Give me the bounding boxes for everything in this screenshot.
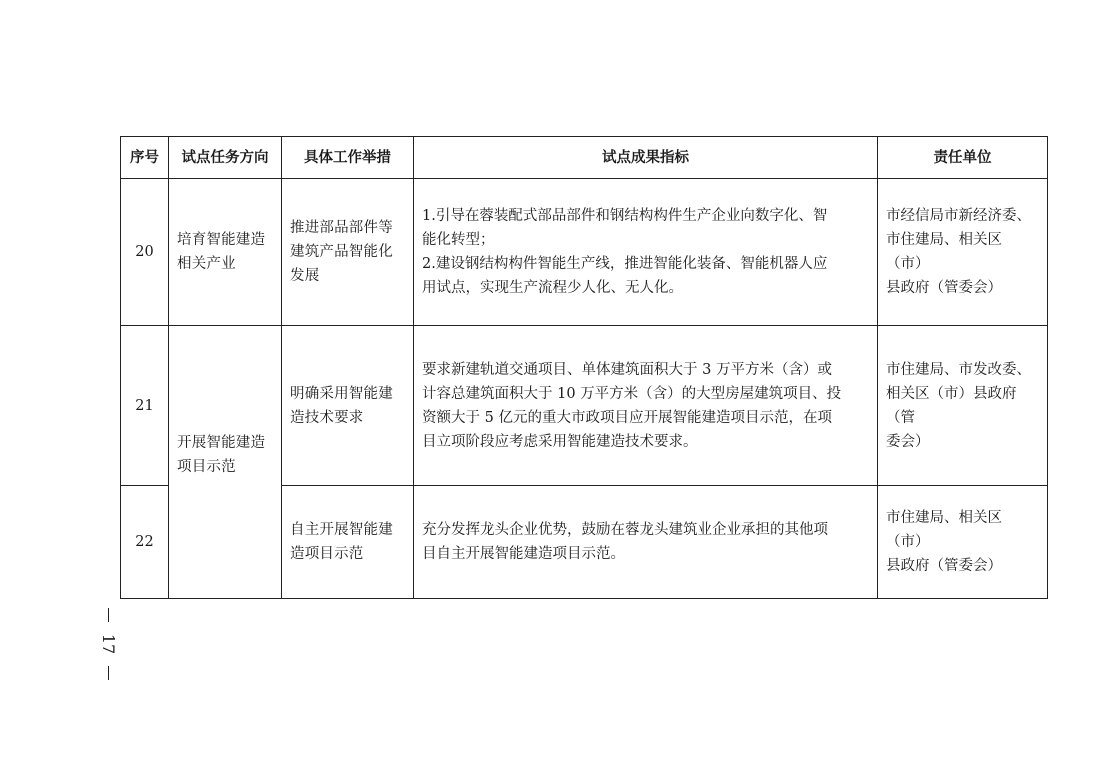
page-number: 17 xyxy=(98,633,118,655)
result-indicator: 充分发挥龙头企业优势，鼓励在蓉龙头建筑业企业承担的其他项 目自主开展智能建造项目示范。 xyxy=(414,486,878,599)
header-task-direction: 试点任务方向 xyxy=(169,137,282,179)
responsible-unit: 市住建局、相关区（市） 县政府（管委会） xyxy=(878,486,1048,599)
header-responsible-unit: 责任单位 xyxy=(878,137,1048,179)
pilot-task-table xyxy=(120,136,1048,599)
table-header-row xyxy=(121,137,1048,179)
page-number-marker xyxy=(96,608,120,680)
work-measure: 明确采用智能建 造技术要求 xyxy=(282,326,414,486)
header-work-measure: 具体工作举措 xyxy=(282,137,414,179)
result-indicator: 1.引导在蓉装配式部品部件和钢结构构件生产企业向数字化、智 能化转型； 2.建设钢结构构件智能生产线，推进智能化装备、智能机器人应 用试点，实现生产流程少人化、无人化。 xyxy=(414,179,878,326)
responsible-unit: 市住建局、市发改委、 相关区（市）县政府（管 委会） xyxy=(878,326,1048,486)
row-number: 22 xyxy=(121,486,169,599)
responsible-unit: 市经信局市新经济委、 市住建局、相关区（市） 县政府（管委会） xyxy=(878,179,1048,326)
task-direction-merged xyxy=(169,326,282,599)
task-direction-text: 开展智能建造 项目示范 xyxy=(177,435,266,475)
row-number: 21 xyxy=(121,326,169,486)
work-measure: 自主开展智能建 造项目示范 xyxy=(282,486,414,599)
header-result-indicator: 试点成果指标 xyxy=(414,137,878,179)
page-number-dash-top xyxy=(108,608,109,622)
page-number-dash-bottom xyxy=(108,666,109,680)
work-measure: 推进部品部件等 建筑产品智能化 发展 xyxy=(282,179,414,326)
header-serial-number: 序号 xyxy=(121,137,169,179)
table-row xyxy=(121,326,1048,486)
table-row xyxy=(121,179,1048,326)
result-indicator: 要求新建轨道交通项目、单体建筑面积大于 3 万平方米（含）或 计容总建筑面积大于 10 万平方米（含）的大型房屋建筑项目、投 资额大于 5 亿元的重大市政项目应开展智能建造项目示范，在项 目立项阶段应考虑采用智能建造技术要求。 xyxy=(414,326,878,486)
task-direction: 培育智能建造 相关产业 xyxy=(169,179,282,326)
row-number: 20 xyxy=(121,179,169,326)
